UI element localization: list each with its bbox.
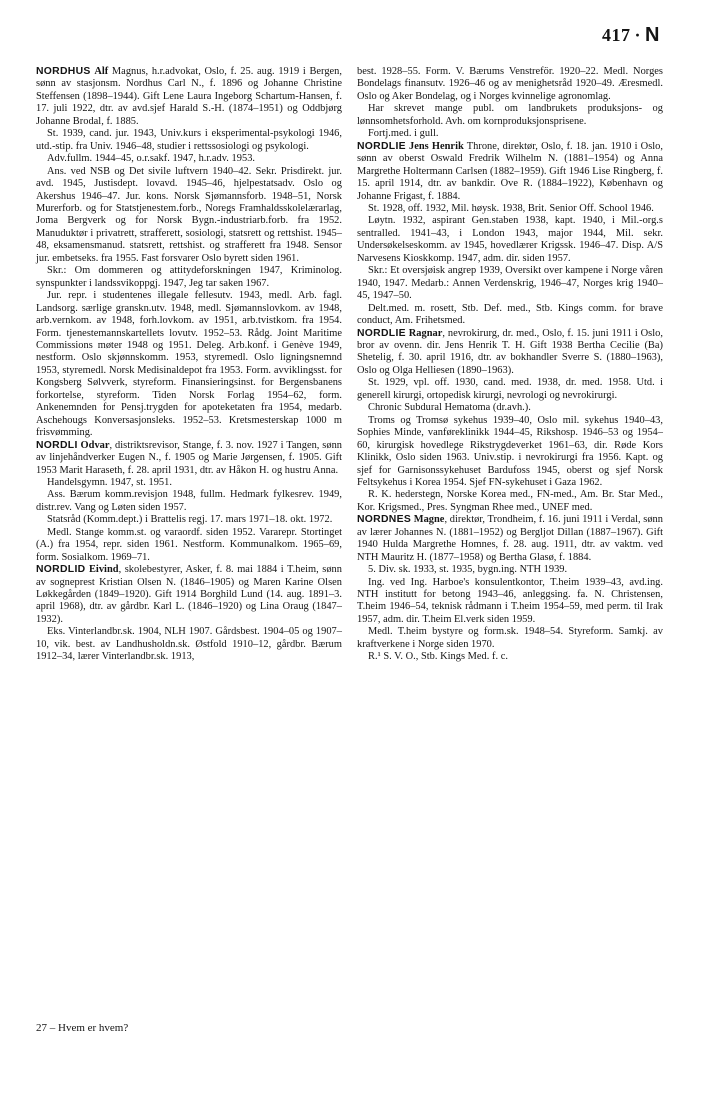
paragraph-text: St. 1928, off. 1932, Mil. høysk. 1938, Brit. Senior Off. School 1946. <box>368 202 654 214</box>
entry-paragraph <box>357 402 663 414</box>
paragraph-text: Adv.fullm. 1944–45, o.r.sakf. 1947, h.r.adv. 1953. <box>47 153 256 165</box>
paragraph-text: R. K. hederstegn, Norske Korea med., FN-med., Am. Br. Star Med., Kor. Krigsmed., Pres. Syngman Rhee med., UNEF med. <box>357 489 663 513</box>
paragraph-text: Delt.med. m. rosett, Stb. Def. med., Stb. Kings comm. for brave conduct, Am. Frihetsmed. <box>357 302 663 327</box>
entry-paragraph <box>36 290 342 439</box>
left-column <box>36 66 342 664</box>
entry-given-name: Jens Henrik <box>409 140 464 152</box>
paragraph-text: Løytn. 1932, aspirant Gen.staben 1938, kapt. 1940, i Mil.-org.s sentralled. 1941–43, i London 1943, major 1944, Mil. sekr. Undersøkelseskomm. av 1945, hovedlærer Krigssk. 1946–47. Disp. A/S Narvesens Kioskkomp. 1947, adm. dir. siden 1957. <box>357 215 663 264</box>
entry-paragraph <box>36 626 342 663</box>
paragraph-text: , nevrokirurg, dr. med., Oslo, f. 15. juni 1911 i Oslo, bror av ovenn. dir. Jens Henrik T. H. Gift 1938 Bertha Cecilie (Ba) Shetelig, f. 30. april 1916, dtr. av bokhandler Sverre S. (1880–1963), Oslo og Olga Helliesen (1890–1963). <box>357 327 663 376</box>
paragraph-text: St. 1929, vpl. off. 1930, cand. med. 1938, dr. med. 1958. Utd. i generell kirurgi, ortopedisk kirurgi, nevrologi og nevrokirurgi. <box>357 377 663 401</box>
paragraph-text: Ans. ved NSB og Det sivile luftvern 1940–42. Sekr. Prisdirekt. jur. avd. 1945, Justisdept. lovavd. 1945–46, hjelpestatsadv. Oslo og Akershus 1946–47. Jur. kons. Norsk Sjømannsforb. 1948–51, Norsk Murerforb. og for Statstjenestem.forb., Noregs Framhaldsskolelærarlag, Joma Bergverk og for Norsk Bygn.-industriarb.forb. fra 1952. Manuduktør i privatrett, strafferett, sosiologi, statsrett og rettshist. 1945–48, eksamensmanud. statsrett, rettshist. og strafferett fra 1948. Sensor jur. embetseks. fra 1955. Fast forsvarer Oslo byrett siden 1961. <box>36 165 342 264</box>
biography-entry <box>36 66 342 440</box>
entry-paragraph <box>357 514 663 564</box>
paragraph-text: , skolebestyrer, Asker, f. 8. mai 1884 i T.heim, sønn av sogneprest Kristian Olsen N. (1846–1905) og Maren Karine Olsen Løkkegården (1849–1920). Gift 1914 Borghild Lund (14. aug. 1891–3. april 1968), dtr. av gårdbr. Karl L. (1846–1920) og Lina Oraug (1847–1932). <box>36 564 342 625</box>
entry-paragraph <box>36 564 342 626</box>
entry-paragraph <box>36 527 342 564</box>
entry-paragraph <box>357 303 663 328</box>
entry-paragraph <box>357 489 663 514</box>
paragraph-text: Magnus, h.r.advokat, Oslo, f. 25. aug. 1919 i Bergen, sønn av stasjonsm. Nordhus Carl N., f. 1896 og Johanne Christine Steffensen (1898–1944). Gift Lene Laura Ingeborg Schartum-Hansen, f. 17. juli 1922, dtr. av avd.sjef Harald S.-H. (1874–1951) og Oddbjørg Johanne Brodal, f. 1885. <box>36 66 343 127</box>
entry-paragraph <box>357 328 663 378</box>
entry-paragraph <box>36 477 342 489</box>
entry-given-name: Magne <box>413 514 445 526</box>
entry-paragraph <box>357 651 663 663</box>
paragraph-text: St. 1939, cand. jur. 1943, Univ.kurs i eksperimental-psykologi 1946, utd.-stip. fra Univ. 1946–48, studier i rettssosiologi og psykologi. <box>36 128 342 152</box>
entry-surname: NORDLI <box>36 439 78 451</box>
biography-entry <box>357 514 663 663</box>
entry-paragraph <box>357 66 663 103</box>
biography-entry <box>357 141 663 328</box>
entry-paragraph <box>36 440 342 477</box>
entry-given-name: Odvar <box>80 439 110 451</box>
page-number: 417 <box>602 25 631 45</box>
entry-surname: NORDHUS <box>36 66 91 77</box>
paragraph-text: Eks. Vinterlandbr.sk. 1904, NLH 1907. Gårdsbest. 1904–05 og 1907–10, vik. best. av Landhusholdn.sk. Østfold 1910–12, gårdbr. Bærum 1912–34, lærer Vinterlandbr.sk. 1913, <box>36 626 342 663</box>
entry-paragraph <box>36 514 342 526</box>
header-separator: · <box>634 25 642 45</box>
entry-paragraph <box>357 128 663 140</box>
paragraph-text: Ing. ved Ing. Harboe's konsulentkontor, T.heim 1939–43, avd.ing. NTH institutt for betong 1943–46, anleggsing. fa. N. Christensen, T.heim 1946–54, teknisk rådmann i T.heim 1954–59, med perm. til Irak 1957, adm. dir. T.heim El.verk siden 1959. <box>357 576 663 625</box>
paragraph-text: Statsråd (Komm.dept.) i Brattelis regj. 17. mars 1971–18. okt. 1972. <box>47 514 333 526</box>
paragraph-text: Throne, direktør, Oslo, f. 18. jan. 1910 i Oslo, sønn av oberst Oswald Fredrik Wilhelm N. (1881–1954) og Anna Margrethe Holtermann Carlsen (1882–1959). Gift 1946 Lise Ringberg, f. 15. april 1914, dtr. av bankdir. Ove R. (1884–1922), København og Johanne Frigast, f. 1884. <box>357 140 663 202</box>
entry-paragraph <box>357 564 663 576</box>
entry-paragraph <box>357 141 663 203</box>
entry-surname: NORDLID <box>36 564 86 576</box>
entry-paragraph <box>36 265 342 290</box>
paragraph-text: Ass. Bærum komm.revisjon 1948, fullm. Hedmark fylkesrev. 1949, distr.rev. Vang og Løten siden 1957. <box>36 489 342 513</box>
paragraph-text: Skr.: Et oversjøisk angrep 1939, Oversikt over kampene i Norge våren 1940, 1947. Medarb.: Annen Verdenskrig, 1946–47, Norges krig 1940–45, 1947–50. <box>357 265 663 302</box>
paragraph-text: Troms og Tromsø sykehus 1939–40, Oslo mil. sykehus 1940–43, Sophies Minde, vanføreklinikk 1944–45, Rikshosp. 1946–53 og 1954–60, kirurgisk hovedlege Rikstrygdeverket 1961–63, dir. Røde Kors Klinikk, Oslo siden 1963. Univ.stip. i nevrokirurgi fra 1956. Kapt. og sjef for Garnisonssykehuset Bardufoss 1945, oberst og sjef Norsk Feltsykehus i Korea 1954. Sjef FN-sykehuset i Gaza 1962. <box>357 414 663 488</box>
paragraph-text: 5. Div. sk. 1933, st. 1935, bygn.ing. NTH 1939. <box>368 564 568 576</box>
entry-surname: NORDLIE <box>357 327 406 339</box>
page-header <box>602 24 660 47</box>
paragraph-text: Medl. T.heim bystyre og form.sk. 1948–54. Styreform. Samkj. av kraftverkene i Norge siden 1970. <box>357 626 663 650</box>
paragraph-text: Har skrevet mange publ. om landbrukets produksjons- og lønnsomhetsforhold. Avh. om kornproduksjonsprisene. <box>357 103 663 127</box>
entry-surname: NORDNES <box>357 514 412 526</box>
entry-paragraph <box>357 265 663 302</box>
paragraph-text: Jur. repr. i studentenes illegale fellesutv. 1943, medl. Arb. fagl. Landsorg. særlige granskn.utv. 1948, medl. Sjømannslovkom. av 1948, arb.vernkom. av 1948, forh.lovkom. av 1951, arb.tvistkom. fra 1954. Form. tjenestemannskartellets lovutv. 1952–53. Rådg. Joint Maritime Commissions møter 1948 og 1951. Deleg. Arb.konf. i Genève 1949, nestform. Oslo skjønnskomm. 1953, styremedl. Oslo ligningsnemnd 1953, styremedl. Norsk Medisinaldepot fra 1953. Form. avviklingsst. for Kongsberg Sølvverk, styreform. Finansieringsinst. for Bergensbanens forkortelse, styreform. Tiden Norsk Forlag 1954–62, form. Ankenemnden for Pensj.trygden for apoteketaten fra 1954, medarb. Aschehougs Konversasjonsleks. 1952–53. Kretsmesterskap 1000 m frisvømming. <box>36 290 342 439</box>
entry-paragraph <box>36 66 342 128</box>
entry-paragraph <box>357 203 663 215</box>
entry-paragraph <box>36 489 342 514</box>
entry-paragraph <box>357 626 663 651</box>
paragraph-text: Fortj.med. i gull. <box>368 128 439 140</box>
biography-entry <box>36 440 342 565</box>
paragraph-text: , distriktsrevisor, Stange, f. 3. nov. 1927 i Tangen, sønn av linjehåndverker Eugen N., f. 1905 og Marie Jørgensen, f. 1905. Gift 1953 Marit Haraseth, f. 28. april 1931, dtr. av Håkon H. og hustru Anna. <box>36 439 343 476</box>
biography-entry <box>36 564 342 664</box>
section-letter: N <box>645 24 660 46</box>
paragraph-text: Skr.: Om dommeren og attitydeforskningen 1947, Kriminolog. synspunkter i landssvikoppgj. 1947, Jeg tar saken 1967. <box>36 265 342 289</box>
entry-paragraph <box>357 415 663 490</box>
right-column <box>357 66 663 664</box>
entry-paragraph <box>36 153 342 165</box>
entry-paragraph <box>357 577 663 627</box>
paragraph-text: best. 1928–55. Form. V. Bærums Venstreför. 1920–22. Medl. Norges Bondelags finansutv. 1926–46 og av menighetsråd 1920–49. Æresmedl. Oslo og Aker Bondelag, og i Norges kvinnelige agronomlag. <box>357 66 663 102</box>
entry-paragraph <box>357 215 663 265</box>
page-footer: 27 – Hvem er hvem? <box>36 1022 129 1034</box>
entry-paragraph <box>357 377 663 402</box>
entry-given-name: Alf <box>94 66 109 77</box>
biography-entry <box>357 328 663 515</box>
paragraph-text: Handelsgymn. 1947, st. 1951. <box>47 476 172 488</box>
paragraph-text: Medl. Stange komm.st. og varaordf. siden 1952. Vararepr. Stortinget (A.) fra 1954, repr. siden 1961. Nestform. Kommunalkom. 1965–69, form. Sosialkom. 1969–71. <box>36 526 342 563</box>
entry-paragraph <box>36 166 342 266</box>
entry-paragraph <box>357 103 663 128</box>
entry-paragraph <box>36 128 342 153</box>
biography-entry <box>357 66 663 141</box>
paragraph-text: Chronic Subdural Hematoma (dr.avh.). <box>368 402 531 414</box>
paragraph-text: , direktør, Trondheim, f. 16. juni 1911 i Verdal, sønn av lærer Johannes N. (1881–1952) og Bergljot Dillan (1887–1967). Gift 1940 Hulda Margrethe Homnes, f. 28. aug. 1911, dtr. av vaktm. ved NTH Mauritz H. (1877–1958) og Bertha Glasø, f. 1884. <box>357 514 663 563</box>
entry-given-name: Ragnar <box>408 327 443 339</box>
paragraph-text: R.¹ S. V. O., Stb. Kings Med. f. c. <box>368 651 508 663</box>
entry-surname: NORDLIE <box>357 140 406 152</box>
entry-given-name: Eivind <box>88 564 119 576</box>
